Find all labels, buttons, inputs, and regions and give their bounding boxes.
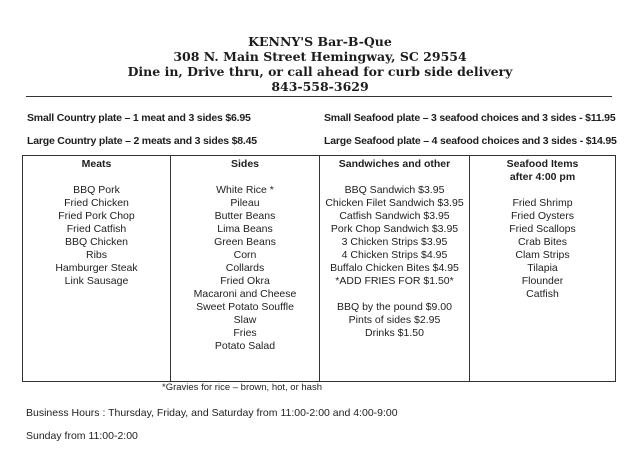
list-item: Flounder — [521, 275, 564, 287]
column-heading: Sides — [230, 158, 259, 170]
seafood-column — [469, 156, 615, 381]
list-item: Macaroni and Cheese — [193, 288, 297, 300]
list-item: Green Beans — [214, 236, 276, 248]
list-item: Fried Okra — [220, 275, 270, 287]
list-item: BBQ Sandwich $3.95 — [344, 184, 445, 196]
list-item: Fried Scallops — [509, 223, 576, 235]
list-item: Potato Salad — [214, 340, 276, 352]
list-item: Fried Shrimp — [512, 197, 573, 209]
list-item: Crab Bites — [517, 236, 568, 248]
list-item: 3 Chicken Strips $3.95 — [341, 236, 448, 248]
phone-number: 843-558-3629 — [271, 79, 369, 94]
business-hours: Business Hours : Thursday, Friday, and Saturday from 11:00-2:00 and 4:00-9:00 — [26, 407, 398, 419]
sunday-hours: Sunday from 11:00-2:00 — [26, 430, 138, 442]
list-item: Pints of sides $2.95 — [348, 314, 441, 326]
list-item: Hamburger Steak — [55, 262, 138, 274]
list-item: Chicken Filet Sandwich $3.95 — [325, 197, 464, 209]
list-item: Pork Chop Sandwich $3.95 — [330, 223, 459, 235]
list-item: Clam Strips — [515, 249, 570, 261]
seafood-list — [470, 197, 615, 301]
menu-header — [0, 34, 640, 94]
list-item: Butter Beans — [214, 210, 276, 222]
sandwiches-column — [319, 156, 469, 381]
meats-column — [23, 156, 170, 381]
list-item: 4 Chicken Strips $4.95 — [341, 249, 448, 261]
list-item: Corn — [233, 249, 257, 261]
sides-column — [170, 156, 319, 381]
meats-list — [23, 184, 170, 288]
list-item: Fried Catfish — [66, 223, 127, 235]
header-divider — [26, 96, 612, 97]
service-options: Dine in, Drive thru, or call ahead for curb side delivery — [127, 64, 513, 79]
small-seafood-plate: Small Seafood plate – 3 seafood choices and 3 sides - $11.95 — [324, 112, 616, 124]
list-item: Pileau — [230, 197, 260, 209]
list-item: Tilapia — [527, 262, 558, 274]
list-item: Fries — [233, 327, 257, 339]
list-item: Drinks $1.50 — [365, 327, 424, 339]
large-seafood-plate: Large Seafood plate – 4 seafood choices and 3 sides - $14.95 — [324, 135, 617, 147]
sides-list — [171, 184, 319, 353]
list-item: Lima Beans — [217, 223, 273, 235]
column-heading — [470, 156, 615, 184]
list-item: Buffalo Chicken Bites $4.95 — [330, 262, 459, 274]
spacer — [320, 288, 469, 301]
add-fries-note: *ADD FRIES FOR $1.50* — [335, 275, 454, 287]
list-item: BBQ by the pound $9.00 — [336, 301, 452, 313]
column-heading: Sandwiches and other — [338, 158, 451, 170]
menu-table — [22, 155, 616, 382]
list-item: BBQ Chicken — [64, 236, 129, 248]
list-item: Ribs — [85, 249, 107, 261]
list-item: Catfish Sandwich $3.95 — [339, 210, 450, 222]
gravy-footnote: *Gravies for rice – brown, hot, or hash — [162, 382, 322, 393]
large-country-plate: Large Country plate – 2 meats and 3 sides $8.45 — [27, 135, 257, 147]
list-item: Catfish — [526, 288, 559, 300]
list-item: Slaw — [233, 314, 257, 326]
restaurant-address: 308 N. Main Street Hemingway, SC 29554 — [173, 49, 467, 64]
list-item: Sweet Potato Souffle — [196, 301, 294, 313]
list-item: Link Sausage — [64, 275, 129, 287]
seafood-subheading: after 4:00 pm — [509, 171, 576, 183]
list-item: White Rice * — [216, 184, 274, 196]
list-item: Fried Chicken — [64, 197, 129, 209]
list-item: Fried Pork Chop — [58, 210, 135, 222]
seafood-heading: Seafood Items — [506, 158, 579, 170]
list-item: BBQ Pork — [73, 184, 120, 196]
small-country-plate: Small Country plate – 1 meat and 3 sides $6.95 — [27, 112, 251, 124]
column-heading: Meats — [81, 158, 112, 170]
sandwiches-list — [320, 184, 469, 340]
list-item: Collards — [225, 262, 265, 274]
list-item: Fried Oysters — [510, 210, 574, 222]
restaurant-name: KENNY'S Bar-B-Que — [248, 34, 392, 49]
